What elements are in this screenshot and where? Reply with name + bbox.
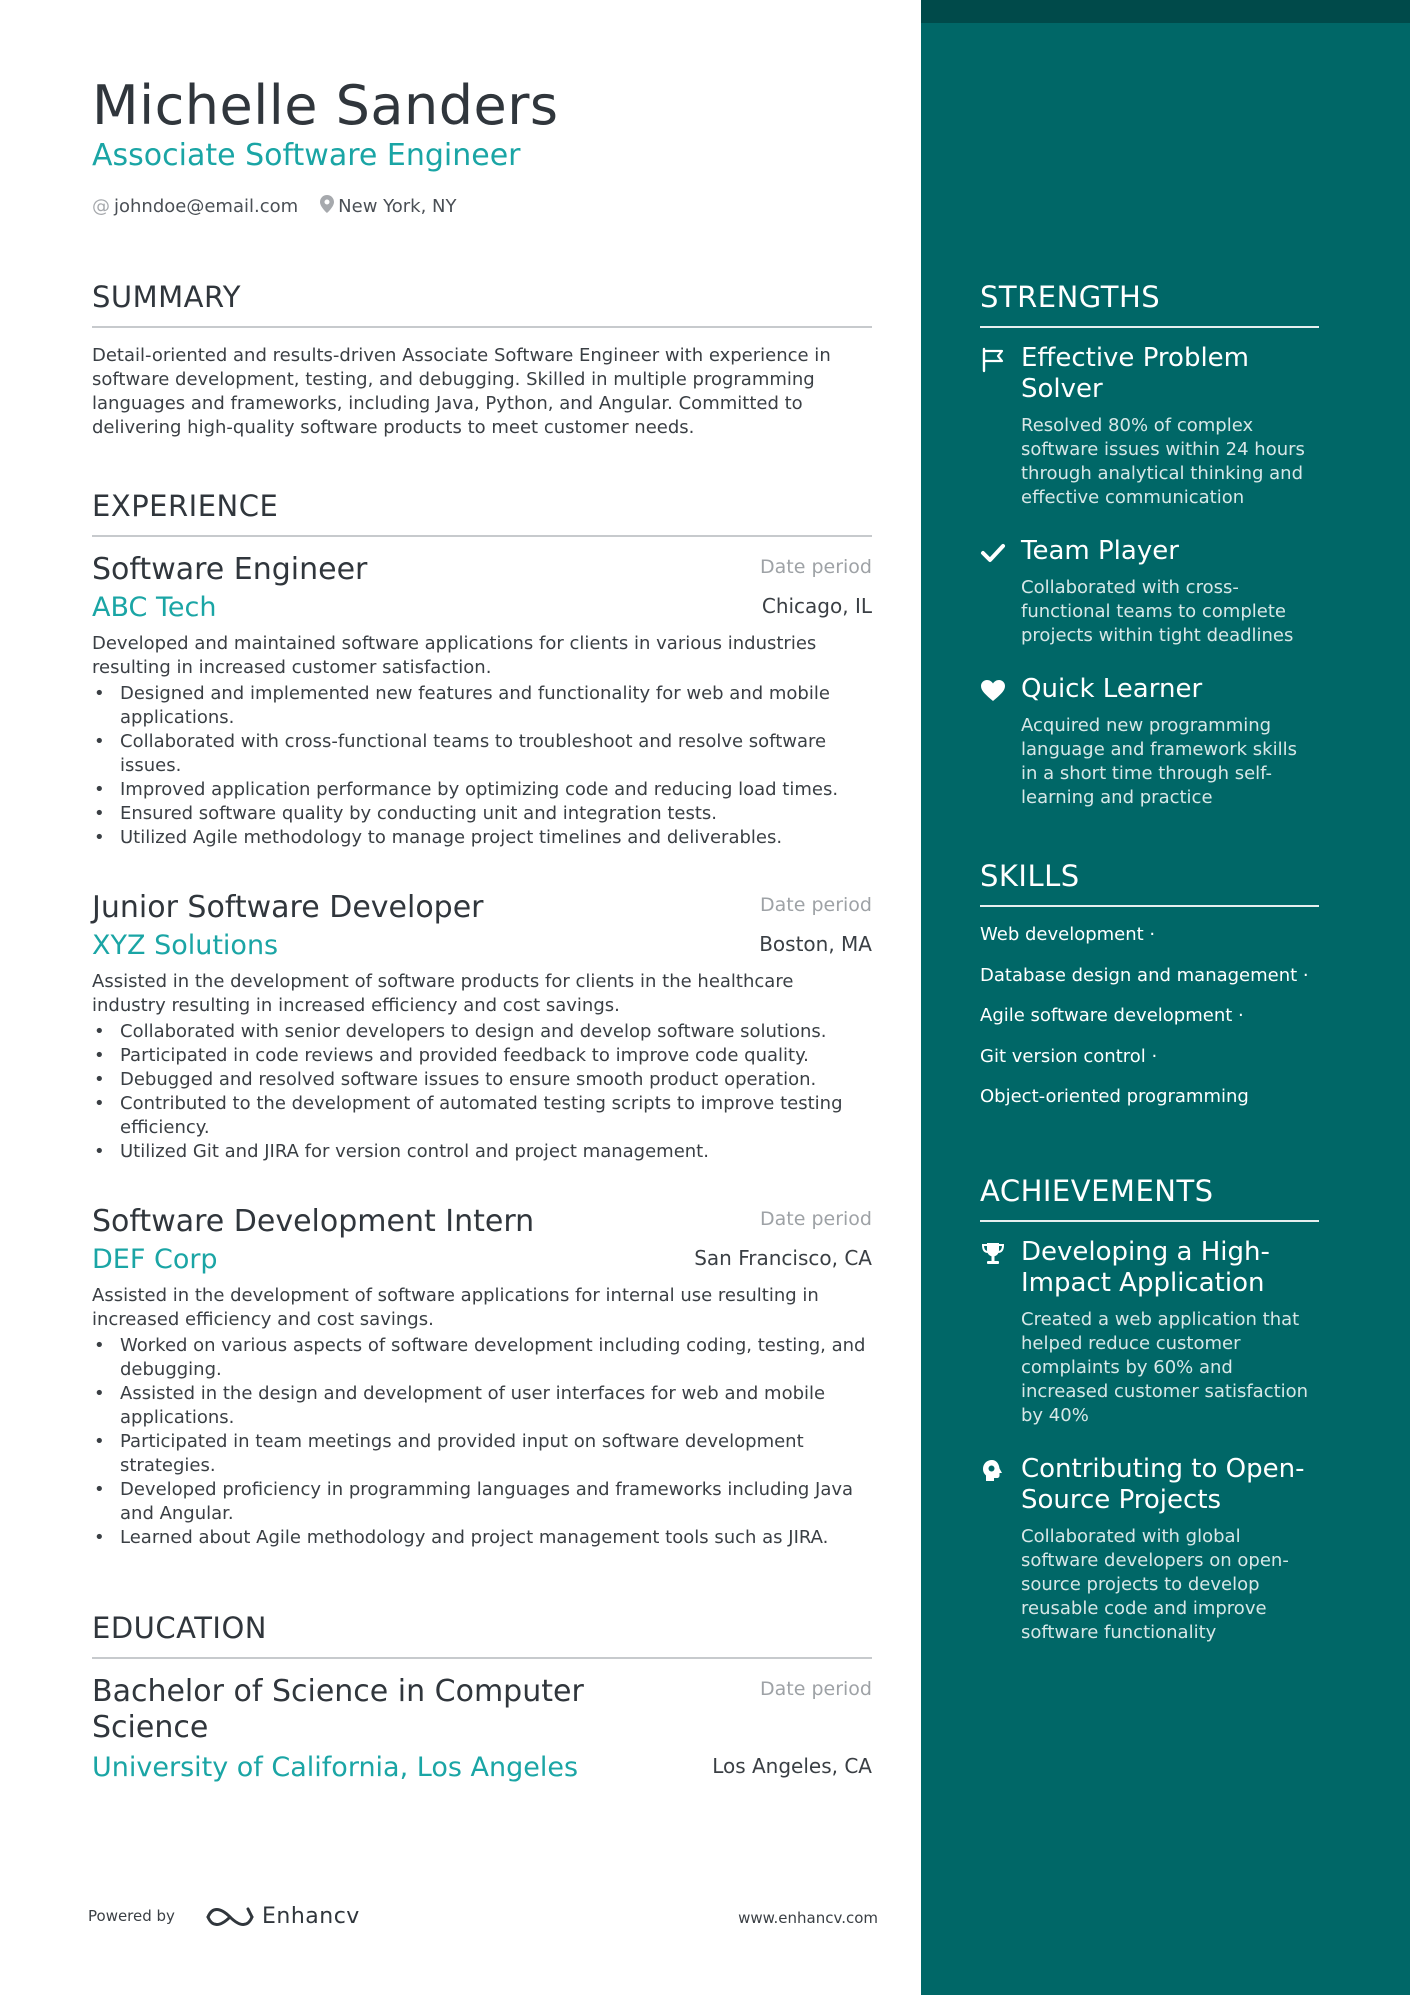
heart-icon	[980, 678, 1006, 704]
strength-description: Collaborated with cross-functional teams to complete projects within tight deadlines	[1021, 577, 1294, 646]
summary-text: Detail-oriented and results-driven Associate Software Engineer with experience in software development, testing, and debugging. Skilled in multiple programming languages and frameworks, including Java, Python, and Angular. Committed to delivering high-quality software products to meet customer needs.	[92, 345, 831, 438]
contact-line	[92, 195, 456, 218]
company-name: XYZ Solutions	[92, 930, 279, 961]
skill-item: Object-oriented programming	[980, 1086, 1249, 1107]
enhancv-brand-text: Enhancv	[262, 1904, 360, 1929]
enhancv-logo[interactable]	[206, 1904, 360, 1929]
candidate-name: Michelle Sanders	[92, 74, 559, 137]
achievement-title: Developing a High-Impact Application	[1021, 1237, 1270, 1298]
list-item: • Learned about Agile methodology and project management tools such as JIRA.	[120, 1526, 872, 1550]
list-item: • Designed and implemented new features and functionality for web and mobile applications.	[120, 682, 872, 730]
skill-item: Agile software development ·	[980, 1005, 1244, 1026]
list-item: • Contributed to the development of automated testing scripts to improve testing efficiency.	[120, 1092, 872, 1140]
achievement-description: Created a web application that helped reduce customer complaints by 60% and increased customer satisfaction by 40%	[1021, 1309, 1309, 1426]
list-item: • Developed proficiency in programming languages and frameworks including Java and Angular.	[120, 1478, 872, 1526]
education-date: Date period	[760, 1678, 872, 1700]
job-entry	[92, 1204, 872, 1550]
list-item: • Collaborated with cross-functional teams to troubleshoot and resolve software issues.	[120, 730, 872, 778]
sidebar	[921, 0, 1410, 1995]
list-item: • Utilized Git and JIRA for version control and project management.	[120, 1140, 872, 1164]
company-name: ABC Tech	[92, 592, 217, 623]
job-location: Boston, MA	[759, 932, 872, 956]
candidate-role: Associate Software Engineer	[92, 138, 521, 173]
brain-icon	[980, 1458, 1006, 1484]
job-title: Software Engineer	[92, 552, 368, 587]
check-icon	[980, 540, 1006, 566]
sidebar-top-bar	[921, 0, 1410, 23]
location-pin-icon	[320, 195, 334, 218]
job-description: Developed and maintained software applications for clients in various industries resulting in increased customer satisfaction.	[92, 633, 817, 678]
job-description: Assisted in the development of software applications for internal use resulting in increased efficiency and cost savings.	[92, 1285, 819, 1330]
trophy-icon	[980, 1241, 1006, 1267]
summary-heading: SUMMARY	[92, 280, 872, 328]
email-text[interactable]: johndoe@email.com	[114, 196, 299, 217]
list-item: • Ensured software quality by conducting unit and integration tests.	[120, 802, 872, 826]
flag-icon	[980, 347, 1006, 373]
enhancv-logo-icon	[206, 1905, 254, 1929]
list-item: • Assisted in the design and development of user interfaces for web and mobile applications.	[120, 1382, 872, 1430]
skill-item: Web development ·	[980, 924, 1156, 945]
school-name: University of California, Los Angeles	[92, 1752, 579, 1783]
list-item: • Debugged and resolved software issues to ensure smooth product operation.	[120, 1068, 872, 1092]
job-bullets	[92, 1334, 872, 1550]
list-item: • Participated in code reviews and provided feedback to improve code quality.	[120, 1044, 872, 1068]
job-entry	[92, 890, 872, 1164]
strengths-heading: STRENGTHS	[980, 280, 1319, 328]
strength-title: Team Player	[1021, 536, 1179, 566]
job-location: Chicago, IL	[761, 594, 872, 618]
job-description: Assisted in the development of software products for clients in the healthcare industry resulting in increased efficiency and cost savings.	[92, 971, 794, 1016]
education-entry	[92, 1674, 872, 1794]
achievement-title: Contributing to Open-Source Projects	[1021, 1454, 1305, 1515]
company-name: DEF Corp	[92, 1244, 218, 1275]
job-entry	[92, 552, 872, 850]
job-bullets	[92, 682, 872, 850]
achievement-item	[980, 1237, 1319, 1428]
strength-description: Resolved 80% of complex software issues within 24 hours through analytical thinking and effective communication	[1021, 415, 1305, 508]
list-item: • Utilized Agile methodology to manage project timelines and deliverables.	[120, 826, 872, 850]
skill-item: Database design and management ·	[980, 965, 1309, 986]
achievements-heading: ACHIEVEMENTS	[980, 1174, 1319, 1222]
at-icon: @	[92, 196, 110, 217]
job-date: Date period	[760, 1208, 872, 1230]
strength-description: Acquired new programming language and framework skills in a short time through self-learning and practice	[1021, 715, 1297, 808]
footer	[88, 1900, 878, 1940]
skills-heading: SKILLS	[980, 859, 1319, 907]
strength-title: Effective Problem Solver	[1021, 343, 1249, 404]
strength-item	[980, 343, 1319, 510]
job-bullets	[92, 1020, 872, 1164]
strength-item	[980, 674, 1319, 810]
experience-heading: EXPERIENCE	[92, 489, 872, 537]
powered-by-text: Powered by	[88, 1907, 175, 1925]
education-heading: EDUCATION	[92, 1611, 872, 1659]
skill-item: Git version control ·	[980, 1046, 1158, 1067]
job-title: Junior Software Developer	[92, 890, 484, 925]
education-location: Los Angeles, CA	[712, 1754, 872, 1778]
achievement-description: Collaborated with global software developers on open-source projects to develop reusable code and improve software functionality	[1021, 1526, 1289, 1643]
list-item: • Participated in team meetings and provided input on software development strategies.	[120, 1430, 872, 1478]
degree-title: Bachelor of Science in Computer Science	[92, 1674, 584, 1745]
achievement-item	[980, 1454, 1319, 1645]
location-text: New York, NY	[338, 196, 457, 217]
job-date: Date period	[760, 556, 872, 578]
job-date: Date period	[760, 894, 872, 916]
list-item: • Improved application performance by optimizing code and reducing load times.	[120, 778, 872, 802]
job-title: Software Development Intern	[92, 1204, 535, 1239]
list-item: • Worked on various aspects of software development including coding, testing, and debugging.	[120, 1334, 872, 1382]
job-location: San Francisco, CA	[694, 1246, 872, 1270]
list-item: • Collaborated with senior developers to design and develop software solutions.	[120, 1020, 872, 1044]
strength-item	[980, 536, 1319, 648]
website-link[interactable]: www.enhancv.com	[738, 1909, 878, 1927]
strength-title: Quick Learner	[1021, 674, 1203, 704]
